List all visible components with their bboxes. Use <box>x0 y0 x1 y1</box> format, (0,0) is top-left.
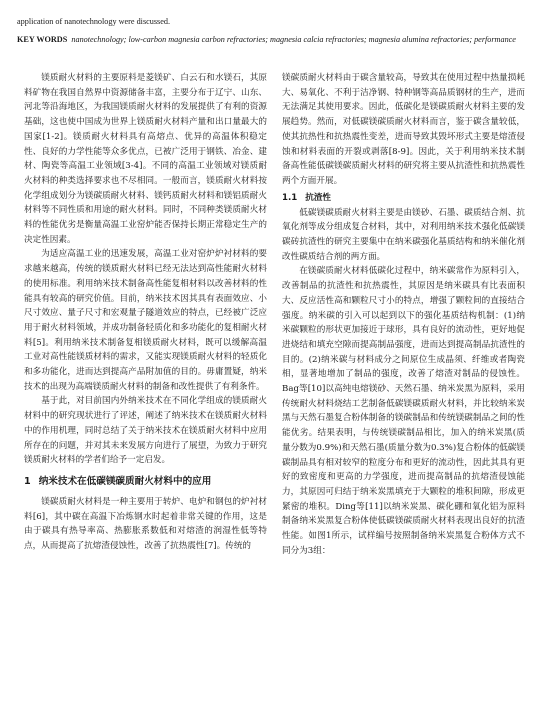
subsection-title: 抗渣性 <box>305 192 332 203</box>
english-abstract-tail <box>17 13 522 48</box>
right-column <box>282 71 525 559</box>
keywords-line <box>17 31 522 49</box>
body-paragraph: 镁碳质耐火材料是一种主要用于转炉、电炉和钢包的炉衬材料[6]，其中碳在高温下冶炼钢水时起着非常关键的作用，这是由于碳具有热导率高、热膨胀系数低和对熔渣的润湿性低等特点，从而提高了抗熔渣侵蚀性，改善了抗热震性[7]。传统的 <box>24 496 267 552</box>
body-paragraph: 基于此，对目前国内外纳米技术在不同化学组成的镁质耐火材料中的研究现状进行了评述，阐述了纳米技术在镁质耐火材料中的作用机理，同时总结了关于纳米技术在镁质耐火材料中应用所存在的问题，并对其未来发展方向进行了展望，为致力于研究镁质耐火材料的学者们给予一定启发。 <box>24 396 267 466</box>
section-number: 1 <box>24 475 31 487</box>
subsection-heading <box>282 191 525 206</box>
keywords-label: KEY WORDS <box>17 34 68 44</box>
body-paragraph: 在镁碳质耐火材料低碳化过程中，纳米碳常作为原料引入，改善制品的抗渣性和抗热震性，其原因是纳米碳具有比表面积大、反应活性高和颗粒尺寸小的特点，增强了颗粒间的直接结合强度。纳米碳的引入可以起到以下的强化基质结构机制：(1)纳米碳颗粒的形状更加接近于球形，具有良好的流动性，更好地促进烧结和填充空隙而提高制品强度，进而达到提高制品抗渣性的目的。(2)纳米碳与材料成分之间原位生成晶须、纤维或者陶瓷相，显著地增加了制品的强度，改善了熔渣对制品的侵蚀性。Bag等[10]以高纯电熔镁砂、天然石墨、纳米炭黑为原料，采用传统耐火材料烧结工艺制备低碳镁碳质耐火材料，并比较纳米炭黑与天然石墨复合粉体制备的镁碳制品和传统镁碳制品之间的性能优劣。结果表明，与传统镁碳制品相比，加入的纳米炭黑(质量分数为0.9%)和天然石墨(质量分数为0.3%)复合粉体的低碳镁碳制品具有相对较窄的粒度分布和更好的流动性，因此其具有更好的致密度和更高的力学强度，进而提高制品的抗熔渣侵蚀能力，其原因可归结于纳米炭黑填充于大颗粒的堆积间隙，形成更紧密的堆积。Ding等[11]以纳米炭黑、碳化硼和氧化铝为原料制备纳米炭黑复合粉体使低碳镁碳质耐火材料表现出良好的抗渣性能。如图1所示，试样编号按照制备纳米炭黑复合粉体方式不同分为3组： <box>282 266 525 556</box>
body-paragraph: 镁碳质耐火材料由于碳含量较高，导致其在使用过程中热量损耗大、易氧化、不利于洁净钢、特种钢等高品质钢材的生产，进而无法满足其使用要求。因此，低碳化是镁碳质耐火材料主要的发展趋势。然而，对低碳镁碳质耐火材料而言，鉴于碳含量较低，使其抗热性和抗热震性变差，进而导致其毁坏形式主要是熔渣侵蚀和材料表面的开裂或剥落[8-9]。因此，关于利用纳米技术制备高性能低碳镁碳质耐火材料的研究将主要从抗渣性和抗热震性两个方面开展。 <box>282 73 525 186</box>
body-paragraph: 为适应高温工业的迅速发展，高温工业对窑炉炉衬材料的要求越来越高，传统的镁质耐火材料已经无法达到高性能耐火材料的使用标准。利用纳米技术制备高性能复相材料以改善材料的性能具有较高的研究价值。目前，纳米技术因其具有表面效应、小尺寸效应、量子尺寸和宏观量子隧道效应的特点，已经被广泛应用于耐火材料领域，并成功制备轻质化和多功能化的复相耐火材料[5]。利用纳米技术制备复相镁质耐火材料，既可以缓解高温工业对高性能镁质材料的需求，又能实现镁质耐火材料的轻质化和多功能化，进而达到提高产品附加值的目的。毋庸置疑，纳米技术的出现为高端镁质耐火材料的制备和改性提供了有利条件。 <box>24 249 267 392</box>
body-paragraph: 镁质耐火材料的主要原料是菱镁矿、白云石和水镁石，其原料矿物在我国自然界中资源储备丰富，主要分布于辽宁、山东、河北等沿海地区，为我国镁质耐火材料的发展提供了有利的资源基础，这也使中国成为世界上镁质耐火材料产量和出口量最大的国家[1-2]。镁质耐火材料具有高熔点、优异的高温体积稳定性、良好的力学性能等众多优点，已被广泛用于钢铁、冶金、建材、陶瓷等高温工业领域[3-4]。不同的高温工业领域对镁质耐火材料的种类选择要求也不尽相同。一般而言，镁质耐火材料按化学组成划分为镁碳质耐火材料、镁钙质耐火材料和镁铝质耐火材料等不同性质和用途的耐火材料。同时，不同种类镁质耐火材料的性能优劣是衡量高温工业窑炉能否保持长期正常稳定生产的决定性因素。 <box>24 73 267 245</box>
abstract-continued-line: application of nanotechnology were discussed. <box>17 17 171 26</box>
subsection-number: 1.1 <box>282 192 298 203</box>
section-title: 纳米技术在低碳镁碳质耐火材料中的应用 <box>38 475 212 487</box>
body-paragraph: 低碳镁碳质耐火材料主要是由镁砂、石墨、碳质结合剂、抗氧化剂等成分组成复合材料，其中，对利用纳米技术强化低碳镁碳砖抗渣性的研究主要集中在纳米碳强化基质结构和纳米催化剂改性碳质结合剂的两方面。 <box>282 207 525 262</box>
section-heading <box>24 473 267 490</box>
keywords-text: nanotechnology; low-carbon magnesia carbon refractories; magnesia calcia refractories; magnesia alumina refractories; performance <box>71 34 516 44</box>
left-column <box>24 71 267 554</box>
